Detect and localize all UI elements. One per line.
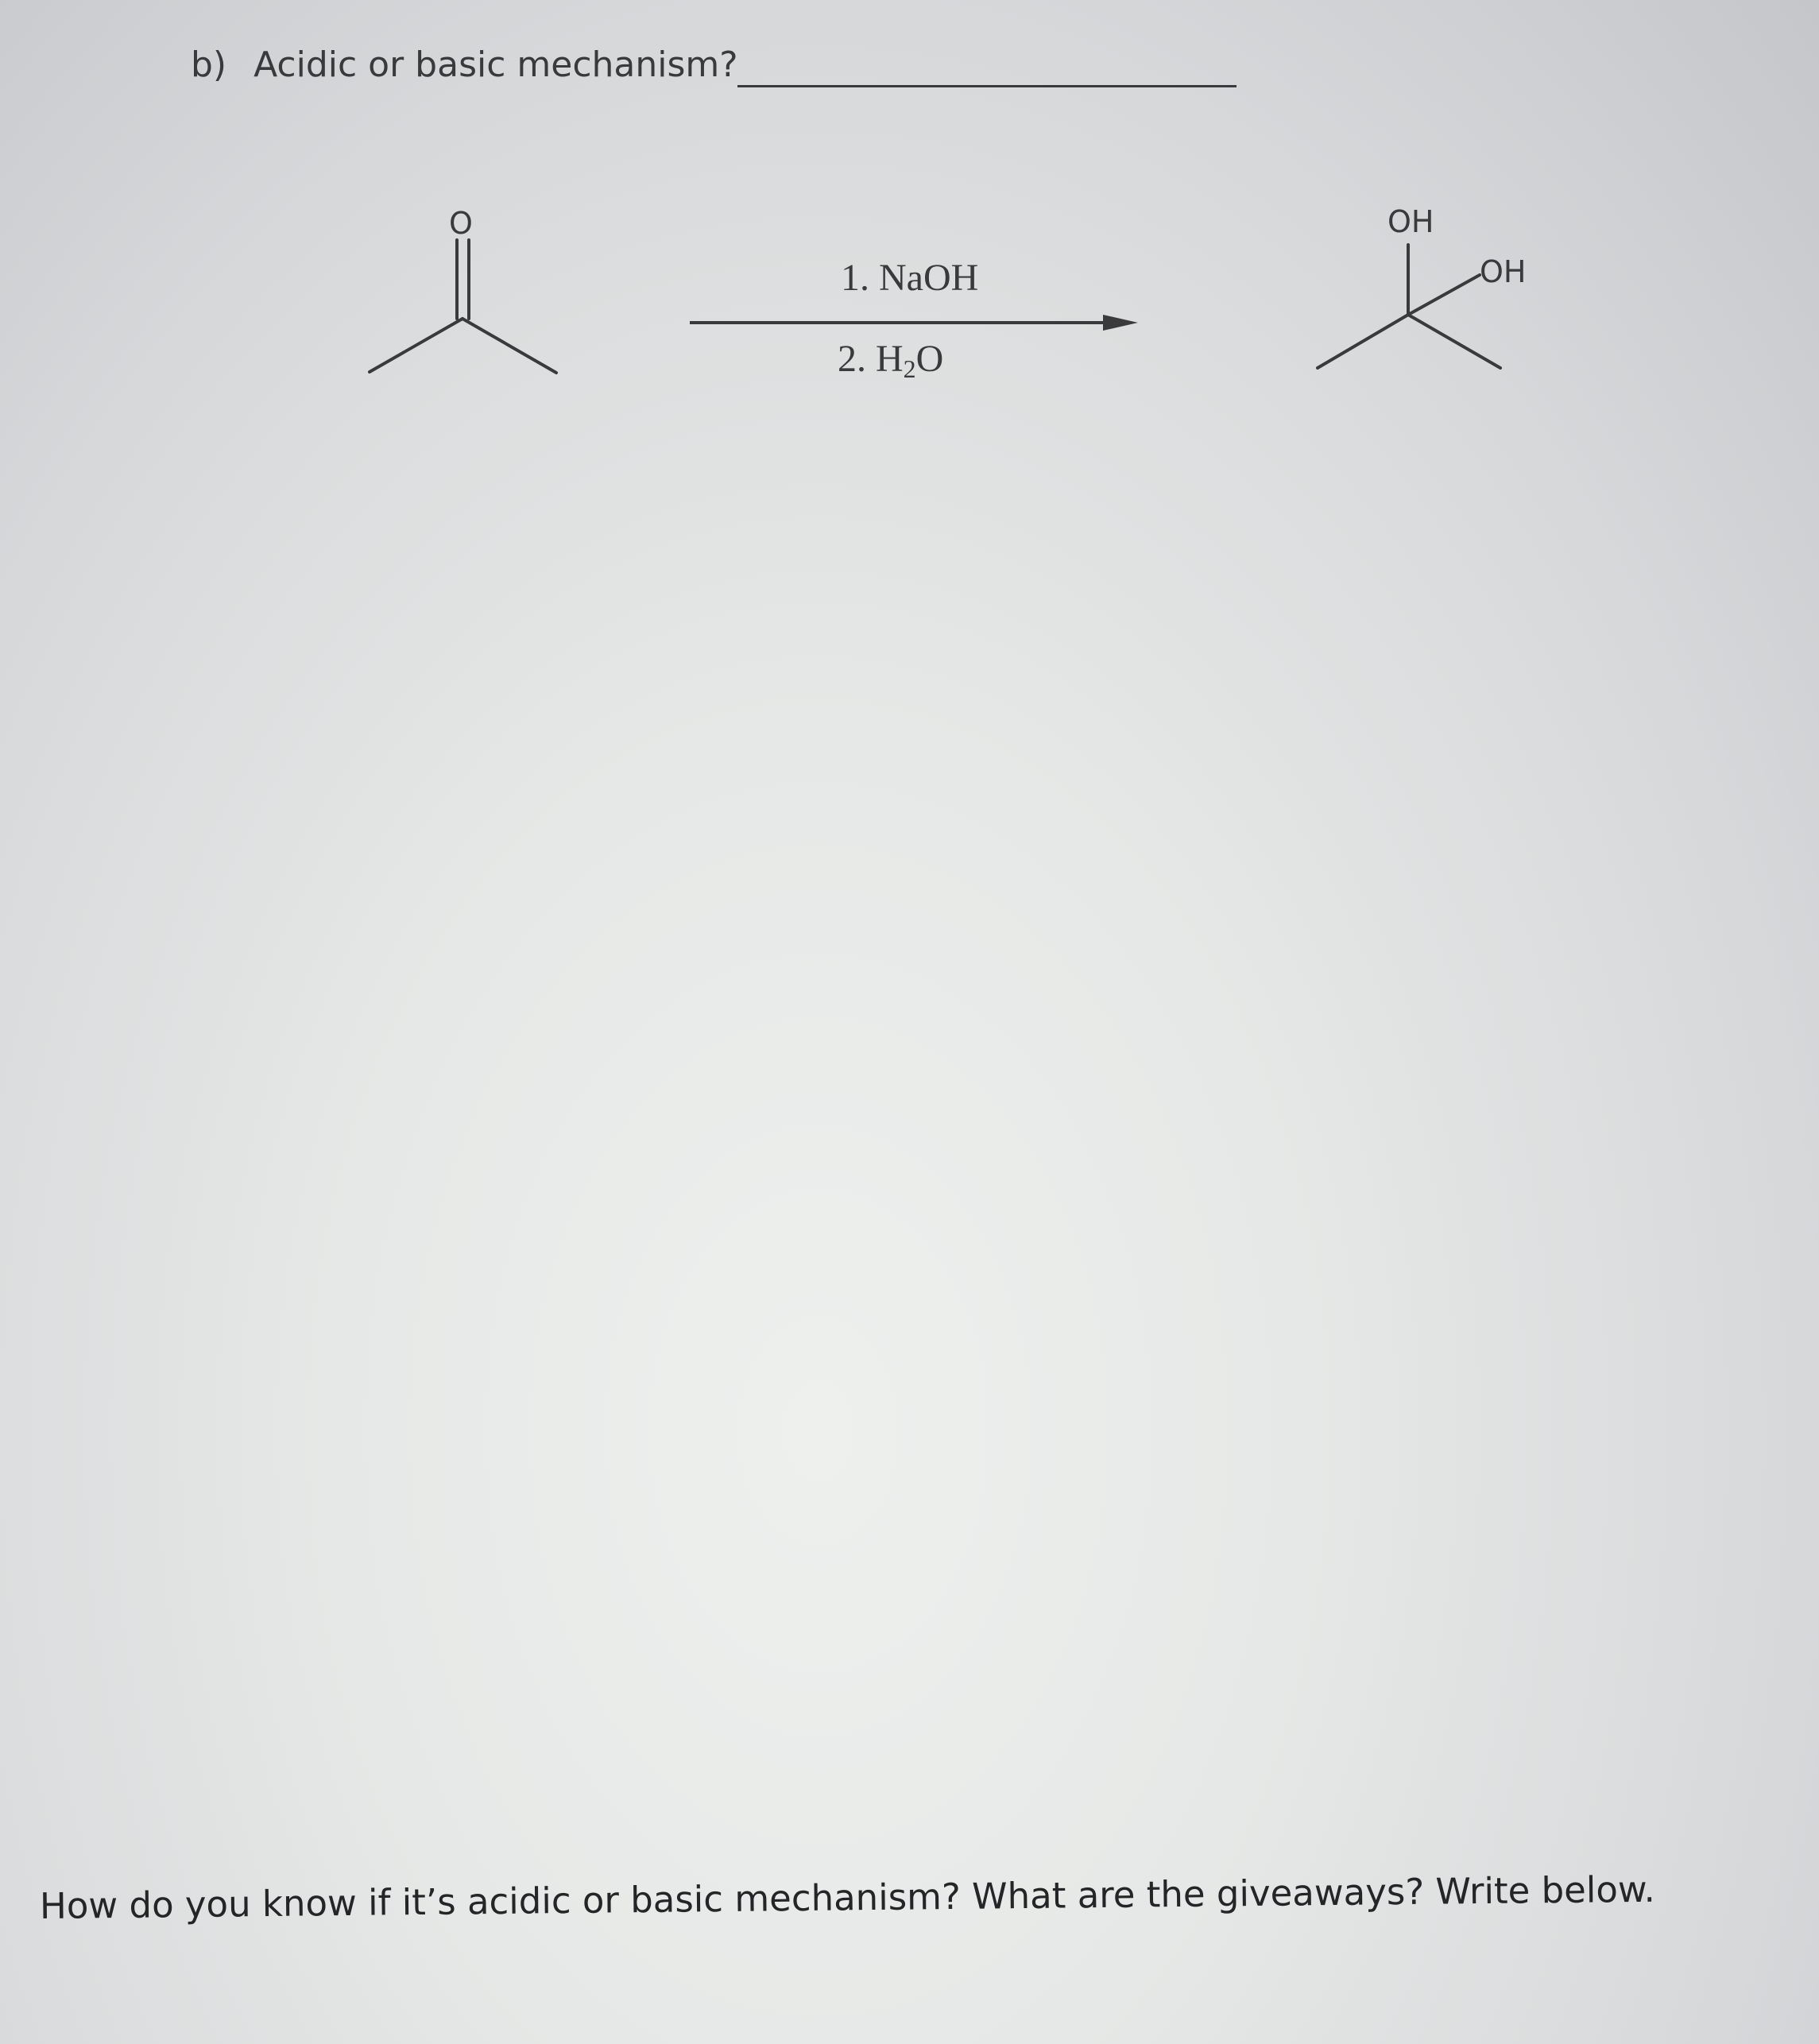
product-bond-lower-right: [1408, 315, 1500, 368]
footer-question: How do you know if it’s acidic or basic mechanism? What are the giveaways? Write below.: [39, 1868, 1656, 1927]
reagent-step-2-prefix: 2. H: [838, 338, 904, 380]
product-diol: [1318, 245, 1500, 368]
reagent-step-1: 1. NaOH: [841, 257, 979, 299]
reactant-oxygen-label: O: [449, 206, 473, 241]
product-oh-right: OH: [1480, 254, 1527, 289]
bond-right: [462, 319, 556, 373]
reactant-acetone: [370, 240, 556, 373]
product-bond-upper-right: [1408, 275, 1480, 315]
product-oh-top: OH: [1387, 204, 1434, 239]
bond-left: [370, 319, 462, 372]
reagent-step-2: [838, 337, 943, 384]
product-bond-left: [1318, 315, 1408, 368]
reagent-step-2-suffix: O: [915, 338, 944, 380]
question-text: Acidic or basic mechanism?: [253, 45, 738, 85]
reagent-step-2-subscript: 2: [903, 354, 916, 383]
question-label: b): [191, 45, 227, 85]
reaction-scheme: [0, 0, 1819, 477]
reaction-arrow: [690, 315, 1138, 331]
